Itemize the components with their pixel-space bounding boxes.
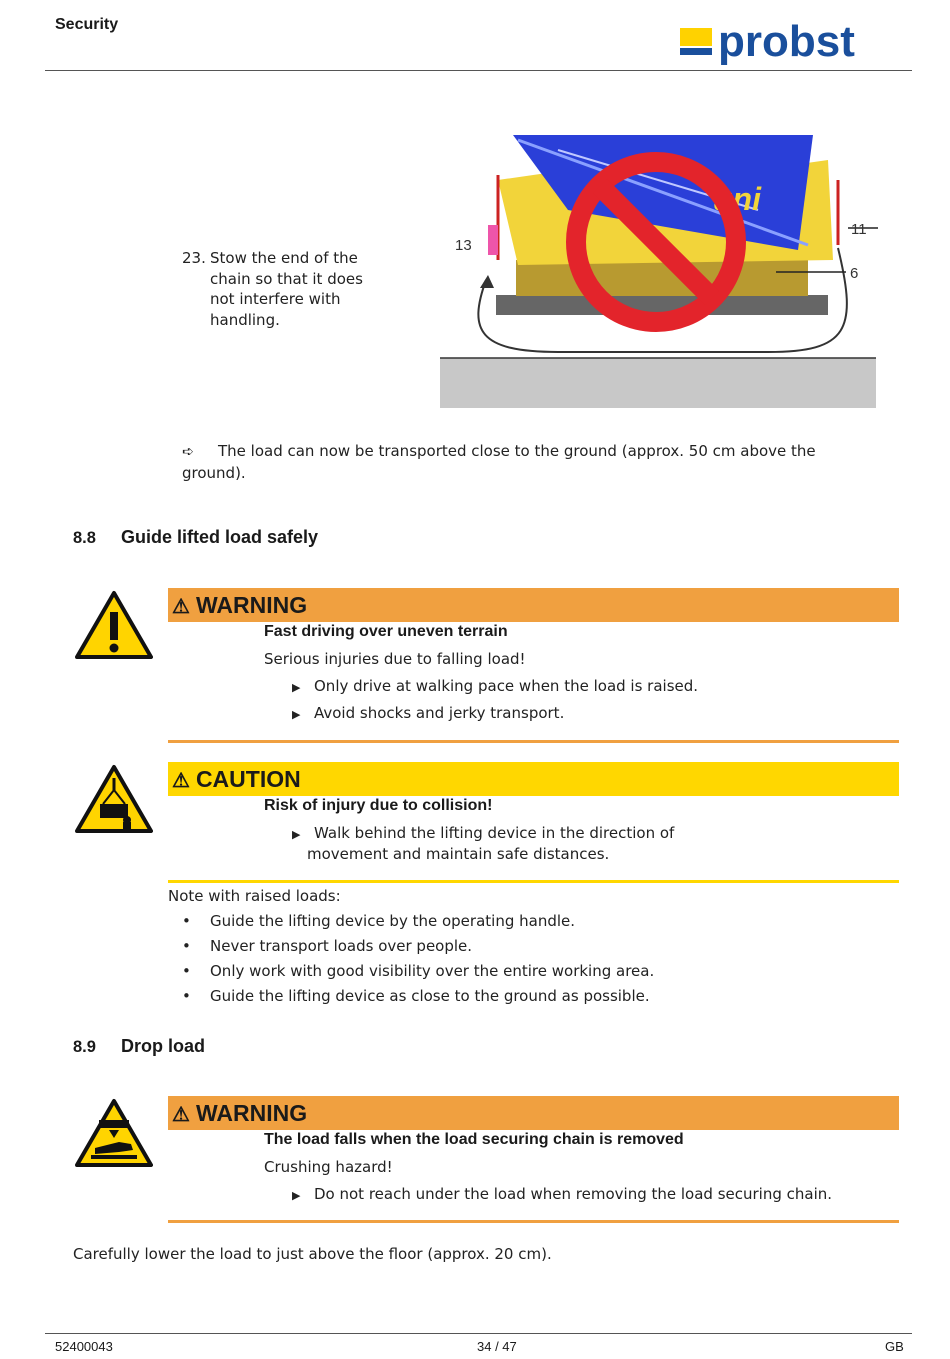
caution-1-signal: CAUTION [195,766,301,792]
header-section-title: Security [55,16,119,33]
warning-2-title: The load falls when the load securing chain is removed [264,1131,684,1148]
warning-banner-2 [168,1096,899,1130]
header-divider [45,70,912,71]
warning-banner-1 [168,588,899,622]
closing-instruction: Carefully lower the load to just above the floor (approx. 20 cm). [73,1245,552,1263]
action-arrow-icon: ▶ [292,1189,301,1202]
caution-banner-1 [168,762,899,796]
warning-1-consequence: Serious injuries due to falling load! [264,650,526,668]
hand-crushing-sign-icon [75,1098,153,1168]
footer-divider [45,1333,912,1334]
section-8-8-number: 8.8 [73,529,96,547]
caution-1-action-line-1: ▶ Walk behind the lifting device in the direction of [292,824,675,842]
section-8-9-number: 8.9 [73,1038,96,1056]
probst-logo [680,20,905,68]
footer-page-number: 34 / 47 [477,1339,517,1354]
warning-1-action-2: ▶ Avoid shocks and jerky transport. [292,704,565,722]
section-8-8-title: Guide lifted load safely [121,527,319,547]
action-arrow-icon: ▶ [292,681,301,694]
footer-language: GB [885,1339,904,1354]
warning-1-bottom-rule [168,740,899,743]
warning-triangle-icon: ⚠ [172,596,190,618]
action-arrow-icon: ▶ [292,828,301,841]
chain-stowing-illustration [438,130,878,410]
section-8-9-title: Drop load [121,1036,205,1056]
note-list: • Guide the lifting device by the operating handle. • Never transport loads over people. • Only work with good visibility over the entire working area. • Guide the lifting device as close to the ground as possible. [182,912,655,1005]
note-intro: Note with raised loads: [168,887,341,905]
result-text: The load can now be transported close to the ground (approx. 50 cm above the ground). [182,442,816,482]
warning-1-title: Fast driving over uneven terrain [264,623,508,640]
result-arrow-icon: ➪ [182,444,194,460]
action-arrow-icon: ▶ [292,708,301,721]
step-number: 23. [182,249,206,267]
warning-triangle-icon: ⚠ [172,770,190,792]
footer-doc-number: 52400043 [55,1339,113,1354]
illus-label-6: 6 [850,265,859,282]
caution-1-bottom-rule [168,880,899,883]
illus-label-11: 11 [851,221,867,238]
logo-text: probst [718,20,855,66]
result-note [182,441,882,484]
warning-2-action-1: ▶ Do not reach under the load when removing the load securing chain. [292,1185,833,1203]
illus-label-13: 13 [455,237,472,254]
illus-brand-text: uni [713,181,761,217]
step-text: Stow the end of the chain so that it does not interfere with handling. [210,249,363,329]
caution-1-action-line-2: movement and maintain safe distances. [307,845,610,863]
warning-2-consequence: Crushing hazard! [264,1158,393,1176]
caution-1-title: Risk of injury due to collision! [264,797,493,814]
warning-1-action-1: ▶ Only drive at walking pace when the load is raised. [292,677,699,695]
warning-1-signal: WARNING [195,592,308,618]
warning-triangle-icon: ⚠ [172,1104,190,1126]
suspended-load-sign-icon [75,764,153,834]
general-warning-sign-icon [75,590,153,660]
warning-2-signal: WARNING [195,1100,308,1126]
warning-2-bottom-rule [168,1220,899,1223]
